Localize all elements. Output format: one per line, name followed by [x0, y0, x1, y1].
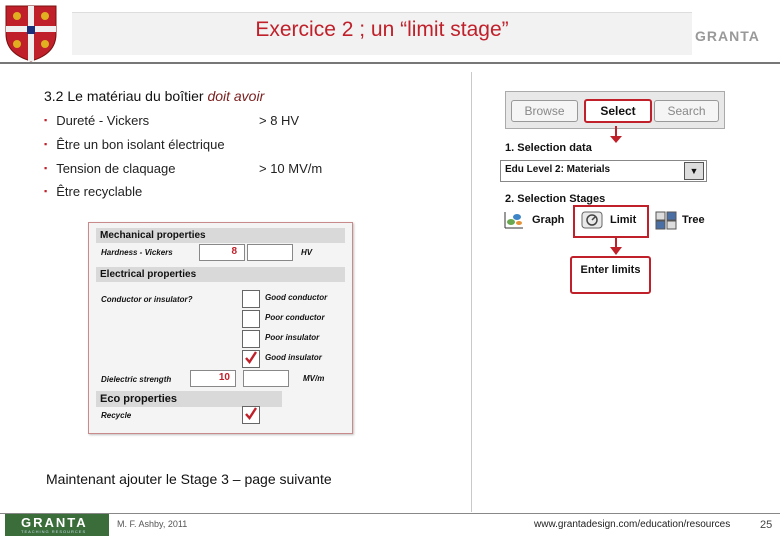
heading-emphasis: doit avoir: [207, 88, 265, 104]
dielectric-min-value: 10: [218, 372, 230, 383]
conductor-question: Conductor or insulator?: [101, 295, 193, 304]
bullet-breakdown: ▪ Tension de claquage: [44, 161, 175, 176]
granta-logo: [5, 514, 109, 536]
university-crest-icon: [4, 4, 58, 62]
mechanical-properties-header: Mechanical properties: [96, 228, 345, 243]
flow-arrows: [606, 126, 626, 262]
tree-icon: [655, 210, 677, 230]
granta-logo-text: GRANTA: [21, 515, 88, 530]
select-button[interactable]: Select: [584, 99, 652, 123]
dielectric-max-input[interactable]: [243, 370, 289, 387]
selection-stages-label: 2. Selection Stages: [505, 193, 606, 205]
heading-text: 3.2 Le matériau du boîtier: [44, 88, 208, 104]
poor-insulator-label: Poor insulator: [265, 333, 320, 342]
browse-button[interactable]: Browse: [511, 100, 578, 122]
ces-toolbar: [505, 91, 725, 129]
poor-conductor-label: Poor conductor: [265, 313, 325, 322]
recycle-checkbox[interactable]: [242, 406, 260, 424]
bullet-recyclable: ▪ Être recyclable: [44, 184, 142, 199]
recycle-label: Recycle: [101, 411, 132, 420]
column-divider: [471, 72, 472, 512]
bullet-insulator: ▪ Être un bon isolant électrique: [44, 137, 225, 152]
bullet-breakdown-value: > 10 MV/m: [259, 161, 323, 176]
limit-stage-label: Limit: [610, 214, 637, 226]
resources-url[interactable]: www.grantadesign.com/education/resources: [534, 519, 731, 530]
enter-limits-box: Enter limits: [570, 256, 651, 294]
granta-logo-subtitle: TEACHING RESOURCES: [21, 529, 87, 534]
footer-divider: [0, 513, 780, 514]
bullet-hardness-value: > 8 HV: [259, 113, 300, 128]
hardness-min-value: 8: [231, 246, 237, 257]
slide-title: Exercice 2 ; un “limit stage”: [255, 18, 509, 41]
dropdown-arrow-icon[interactable]: ▼: [684, 162, 704, 180]
poor-insulator-checkbox[interactable]: [242, 330, 260, 348]
hardness-max-input[interactable]: [247, 244, 293, 261]
limit-stage-form: [88, 222, 353, 434]
granta-brand: GRANTA: [695, 28, 760, 44]
poor-conductor-checkbox[interactable]: [242, 310, 260, 328]
section-heading: [44, 88, 264, 104]
author-credit: M. F. Ashby, 2011: [117, 519, 188, 529]
graph-icon: [503, 210, 525, 230]
limit-icon: [581, 210, 603, 230]
good-conductor-label: Good conductor: [265, 293, 328, 302]
hardness-unit: HV: [301, 248, 313, 257]
bullet-hardness: ▪ Dureté - Vickers: [44, 113, 149, 128]
selection-data-label: 1. Selection data: [505, 142, 592, 154]
electrical-properties-header: Electrical properties: [96, 267, 345, 282]
next-step-note: Maintenant ajouter le Stage 3 – page suivante: [46, 471, 332, 487]
tree-stage-label[interactable]: Tree: [682, 214, 705, 226]
good-insulator-checkbox[interactable]: [242, 350, 260, 368]
graph-stage-label[interactable]: Graph: [532, 214, 565, 226]
selection-data-value: Edu Level 2: Materials: [505, 164, 611, 175]
good-insulator-label: Good insulator: [265, 353, 322, 362]
eco-properties-header: Eco properties: [96, 391, 282, 407]
page-number: 25: [760, 519, 773, 531]
search-button[interactable]: Search: [654, 100, 719, 122]
good-conductor-checkbox[interactable]: [242, 290, 260, 308]
hardness-label: Hardness - Vickers: [101, 248, 173, 257]
checkmark-icon: [244, 407, 258, 421]
dielectric-unit: MV/m: [303, 374, 325, 383]
header-divider: [0, 62, 780, 64]
dielectric-label: Dielectric strength: [101, 375, 172, 384]
checkmark-icon: [244, 351, 258, 365]
